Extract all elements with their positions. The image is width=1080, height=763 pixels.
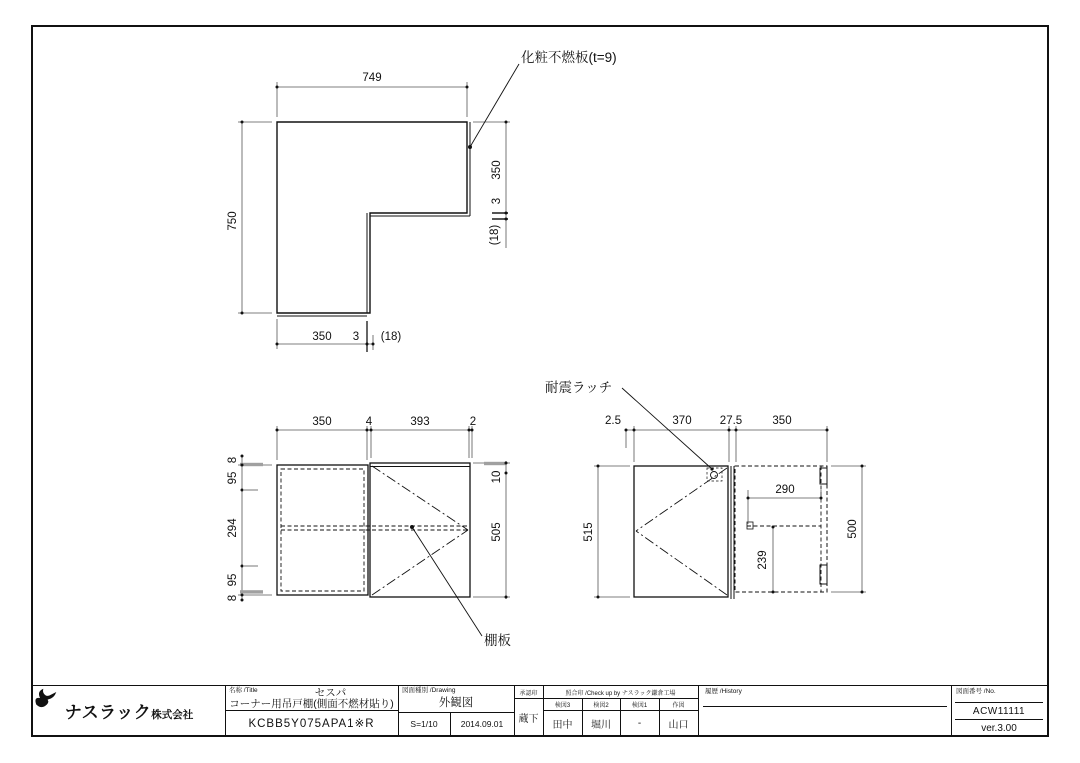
shelf-leader-dot [410, 525, 414, 529]
drawing-number-label: 図面番号 /No. [956, 688, 996, 695]
plan-view [277, 122, 470, 316]
dim-front-left-0: 8 [227, 456, 239, 464]
latch-leader-line [622, 388, 712, 469]
drawing-type-label: 図面種別 /Drawing [402, 687, 456, 694]
side-view [634, 466, 827, 599]
dim-plan-bottom-depth: 350 [312, 331, 332, 343]
shelf-annotation: 棚板 [484, 633, 511, 648]
tb-divider [698, 686, 699, 735]
check-role-0: 検図3 [554, 702, 571, 709]
check-name-1: 堀川 [591, 719, 611, 731]
history-rule [703, 706, 947, 707]
dim-side-left: 515 [583, 522, 595, 542]
dim-plan-bottom-panel: (18) [380, 331, 402, 343]
dim-side-shelf-width: 290 [775, 484, 795, 496]
product-name: コーナー用吊戸棚(側面不燃材貼り) [229, 698, 394, 710]
approval-label: 承認印 [519, 690, 538, 697]
dim-side-top-1: 370 [672, 415, 692, 427]
company-logo [33, 686, 225, 735]
dim-front-top-1: 4 [365, 416, 373, 428]
dim-front-right-0: 10 [491, 470, 503, 484]
dim-plan-height: 750 [227, 211, 239, 231]
side-dim-dots [597, 429, 864, 599]
check-role-3: 作図 [672, 702, 685, 709]
drawing-type: 外観図 [438, 697, 474, 709]
dim-plan-right-gap: 3 [491, 197, 503, 205]
dim-front-left-4: 8 [227, 594, 239, 602]
panel-leader-line [470, 64, 519, 147]
dim-front-top-2: 393 [410, 416, 430, 428]
dim-front-left-3: 95 [227, 573, 239, 587]
approver-name: 蔵下 [518, 713, 539, 725]
dim-side-top-0: 2.5 [605, 415, 621, 427]
latch-annotation: 耐震ラッチ [545, 380, 613, 395]
product-code: KCBB5Y075APA1※R [248, 718, 375, 730]
check-name-3: 山口 [668, 719, 689, 731]
latch-leader-dot [710, 467, 713, 470]
dim-side-shelf-drop: 239 [757, 550, 769, 570]
shelf-leader-line [412, 527, 482, 636]
dim-front-top-0: 350 [312, 416, 332, 428]
drawing-version: ver.3.00 [981, 722, 1017, 734]
front-thick-marks [240, 462, 506, 594]
dim-plan-bottom-gap: 3 [352, 331, 360, 343]
series-name: セスパ [314, 686, 347, 699]
dim-plan-right-panel: (18) [489, 224, 501, 246]
dim-front-left-2: 294 [227, 518, 239, 538]
swan-logo-icon [33, 686, 59, 710]
dim-plan-width: 749 [362, 72, 382, 84]
panel-leader-dot [468, 145, 472, 149]
dim-side-right: 500 [847, 519, 859, 539]
company-name: ナスラック [64, 703, 152, 722]
check-label: 照合印 /Check up by ナスラック鎌倉工場 [565, 690, 676, 697]
name-label: 名称 /Title [229, 687, 258, 694]
front-view [277, 463, 470, 597]
check-role-2: 検図1 [631, 702, 648, 709]
company-suffix: 株式会社 [151, 709, 194, 721]
dim-front-right-1: 505 [491, 522, 503, 542]
drawing-date: 2014.09.01 [460, 719, 504, 729]
dim-plan-right-depth: 350 [491, 160, 503, 180]
check-name-2: - [637, 717, 642, 729]
plan-cabinet-outline [277, 122, 467, 313]
dim-side-top-3: 350 [772, 415, 792, 427]
dim-front-left-1: 95 [227, 471, 239, 485]
panel-annotation: 化粧不燃板(t=9) [521, 50, 617, 65]
drawing-number: ACW11111 [972, 705, 1026, 717]
dim-side-top-2: 27.5 [719, 415, 743, 427]
dim-front-top-3: 2 [469, 416, 477, 428]
history-label: 履歴 /History [705, 688, 742, 695]
side-door-box [634, 466, 728, 597]
title-block [33, 685, 1047, 735]
side-dimensions [594, 426, 866, 597]
check-role-1: 検図2 [593, 702, 609, 709]
front-dimensions [238, 426, 510, 600]
drawing-scale: S=1/10 [410, 719, 438, 729]
latch-symbol [711, 472, 718, 479]
check-name-0: 田中 [552, 719, 573, 731]
